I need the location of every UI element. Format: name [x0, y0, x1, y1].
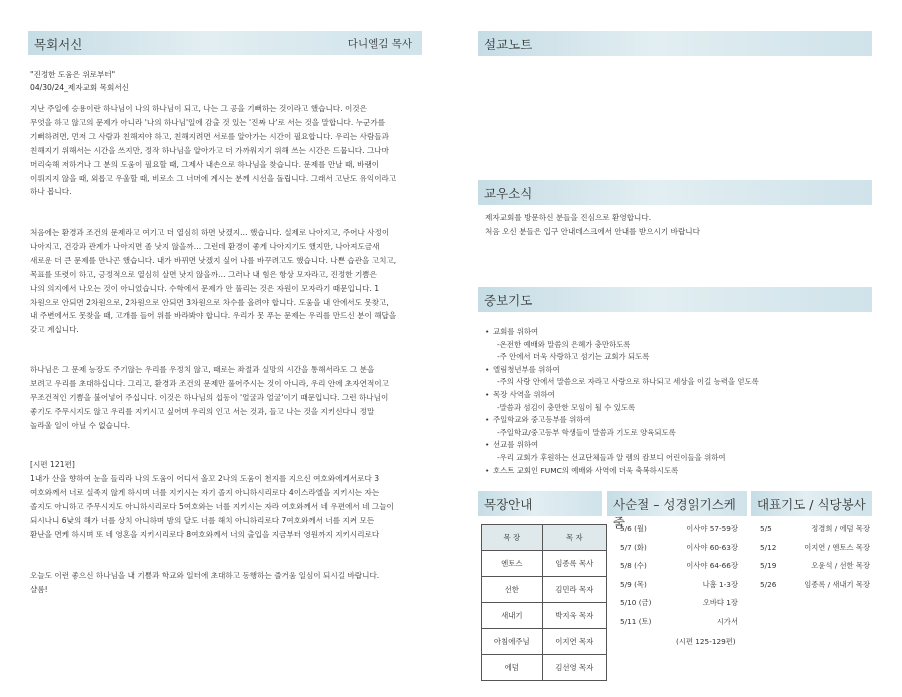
list-item	[620, 524, 738, 543]
leader-name-cell: 이지연 목자	[542, 629, 606, 655]
pastoral-letter-title: 목회서신	[34, 37, 83, 52]
prayer-subitem: -주일학교/중고등부 학생들이 말씀과 기도로 양육되도록	[497, 427, 676, 437]
pastoral-letter-title-bar	[28, 31, 422, 55]
reading-date: 5/8 (수)	[620, 561, 647, 571]
table-row	[482, 577, 607, 603]
letter-paragraph-3: 하나님은 그 문제 능장도 주기않는 우리를 우정치 않고, 때로는 좌절과 실망의 시간을 통해서라도 그 분을 보려고 우리를 초대하십니다. 그리고, 환경과 조건의 문제만 풀어주시는 것이 아니라, 우리 안에 초자연적이고 무조건적인 기쁨을 불어넣어 주십니다. 이것은 하나님의 섭동이 '얼굴과 얼굴'이기 때문입니다. 그런 하나님이 좋기도 주무시지도 않고 우리를 지키시고 싶어며 우리의 인고 서는 것과, 들고 나는 것을 지키신다니 정말 놀라울 일이 아닐 수 없습니다.	[30, 365, 389, 430]
reading-passage: 이사야 60-63장	[686, 542, 738, 552]
list-item	[620, 598, 738, 617]
bible-reading-title: 사순절 – 성경읽기스케줄	[613, 497, 736, 530]
reading-date: 5/10 (금)	[620, 598, 652, 608]
list-item	[620, 580, 738, 599]
letter-quote: "진정한 도움은 위로부터"	[30, 70, 116, 79]
sermon-notes-bar	[478, 31, 872, 56]
prayer-item: • 호스트 교회인 FUMC의 예배와 사역에 더욱 축복하시도록	[485, 465, 875, 478]
prayer-subitem: -주 안에서 더욱 사랑하고 섬기는 교회가 되도록	[497, 352, 650, 362]
list-item	[620, 617, 738, 636]
prayer-bar	[478, 287, 872, 312]
group-column-header: 목 장	[482, 525, 543, 551]
group-name-cell: 에덤	[482, 655, 543, 681]
letter-paragraph-2: 처음에는 환경과 조건의 문제라고 여기고 더 열심히 하면 낫겠지… 했습니다. 실제로 나아지고, 주어나 사정이 나아지고, 건강과 관계가 나아지면 좀 낫지 않을까… 그런데 환경이 좋게 나아지기도 했지만, 나아져도금새 새로운 더 큰 문제를 만나곤 했습니다. 내가 바뀌면 낫겠지 싶어 나를 바꾸려고도 했습니다. 나쁜 습관을 고치고, 목표를 또렷이 하고, 긍정적으로 열심히 살면 낫지 않을까… 그러나 내 힘은 항상 모자라고, 진정한 기쁨은 나의 의지에서 나오는 것이 아니었습니다. 수학에서 문제가 안 풀리는 것은 자원이 모자라기 때문입니다. 1 차원으로 안되면 2차원으로, 2차원으로 안되면 3차원으로 차수를 올려야 합니다. 도움을 내 안에서도 못찾고, 내 주변에서도 못찾을 때, 고개를 들어 위를 바라봐야 합니다. 우리가 못 푸는 문제는 우리를 만드신 분이 해답을 갖고 계십니다.	[30, 228, 397, 335]
reading-passage: 시가서	[716, 616, 738, 626]
church-news-title: 교우소식	[484, 186, 533, 201]
prayer-subitem: -말씀과 섬김이 충만한 모임이 될 수 있도록	[497, 402, 636, 412]
letter-header	[30, 68, 129, 94]
psalm-121: [시편 121편] 1내가 산을 향하여 눈을 들리라 나의 도움이 어디서 올꼬 2나의 도움이 천지를 지으신 여호와에게서로다 3 여호와께서 너로 실족지 않게 하시며 너를 지키시는 자기 졸지 아니하시리로다 4이스라엘을 지키시는 자는 졸지도 아니하고 주무시지도 아니하시리로다 5여호와는 너를 지키시는 자라 여호와께서 네 우편에서 네 그늘이 되시나니 6낮의 해가 너를 상치 아니하며 밤의 달도 너를 해치 아니하리로다 7여호와께서 너를 지켜 모든 환난을 면케 하시며 또 네 영혼을 지키시리로다 8여호와께서 너의 출입을 지금부터 영원까지 지키시리로다	[30, 460, 394, 539]
reading-passage: 오바댜 1장	[702, 598, 738, 608]
representative-prayer-title: 대표기도 / 식당봉사	[757, 497, 866, 512]
list-item	[620, 561, 738, 580]
group-name-cell: 아침에주님	[482, 629, 543, 655]
list-item	[760, 524, 870, 543]
group-guide-bar	[478, 491, 602, 516]
bible-reading-note: (시편 125-129편)	[676, 637, 736, 646]
reading-passage: 이사야 57-59장	[686, 524, 738, 533]
church-news-bar	[478, 180, 872, 205]
group-name-cell: 새내기	[482, 603, 543, 629]
list-item	[760, 561, 870, 580]
list-item	[760, 543, 870, 562]
reading-date: 5/6 (월)	[620, 524, 647, 533]
representative-prayer-bar	[751, 491, 872, 516]
letter-closing: 오늘도 이런 좋으신 하나님을 내 기쁨과 학교와 일터에 초대하고 동행하는 즐거움 일심이 되시길 바랍니다. 샬롬!	[30, 571, 380, 594]
prayer-item: • 교회를 위하여	[485, 326, 875, 339]
group-leader-rows	[482, 551, 607, 681]
prayer-list	[485, 326, 875, 477]
leader-name-cell: 박지욱 목자	[542, 603, 606, 629]
prayer-item: • 주일학교와 중고등부를 위하여	[485, 414, 875, 427]
service-assignment: 정경희 / 에덤 목장	[811, 524, 870, 533]
reading-date: 5/11 (토)	[620, 616, 652, 626]
prayer-item: • 목장 사역을 위하여	[485, 389, 875, 402]
prayer-subitem: -주의 사랑 안에서 말씀으로 자라고 사랑으로 하나되고 세상을 이길 능력을 얻도록	[497, 377, 759, 387]
group-guide-title: 목장안내	[484, 497, 533, 512]
leader-name-cell: 김민라 목자	[542, 577, 606, 603]
leader-column-header: 목 자	[542, 525, 606, 551]
sermon-notes-title: 설교노트	[484, 37, 533, 52]
service-assignment: 오윤석 / 선한 목장	[811, 561, 870, 571]
prayer-subitem: -우리 교회가 후원하는 선교단체들과 알 렘의 캄보디 어린이들을 위하여	[497, 452, 726, 462]
letter-paragraph-1: 지난 주일에 승용이란 하나님이 나의 하나님이 되고, 나는 그 공을 기뻐하는 것이라고 했습니다. 이것은 무엇을 하고 않고의 문제가 아니라 '나의 하나님'일에 감출 것 있는 '진짜 나'로 서는 것을 말합니다. 누군가를 기뻐하려면, 먼저 그 사람과 친해져야 하고, 친해지려면 서로를 알아가는 시간이 필요합니다. 우리는 사람들과 친해지기 위해서는 시간을 쓰지만, 정작 하나님을 알아가고 더 가까워지기 위해 쓰는 시간은 드뭅니다. 그나마 머리숙해 저하거나 그 분의 도움이 필요할 때, 그제사 내손으로 하나님을 찾습니다. 문제를 만날 때, 바램이 이뤄지지 않을 때, 외롭고 우울할 때, 비로소 그 너머에 계시는 분께 시선을 돌립니다. 그래서 고난도 유익이라고 하나 봅니다.	[30, 104, 397, 197]
table-row	[482, 655, 607, 681]
table-row	[482, 603, 607, 629]
service-assignment: 임종록 / 새내기 목장	[804, 579, 870, 589]
pastor-name: 다니엘김 목사	[347, 38, 412, 50]
table-row	[482, 629, 607, 655]
group-name-cell: 엔토스	[482, 551, 543, 577]
prayer-title: 중보기도	[484, 293, 533, 308]
leader-name-cell: 김선영 목자	[542, 655, 606, 681]
service-date: 5/5	[760, 524, 772, 533]
list-item	[760, 580, 870, 599]
prayer-item: • 선교를 위하여	[485, 439, 875, 452]
leader-name-cell: 임종록 목사	[542, 551, 606, 577]
service-date: 5/26	[760, 579, 777, 589]
list-item	[620, 543, 738, 562]
representative-prayer-schedule	[760, 524, 870, 598]
church-news-text: 제자교회를 방문하신 분들을 진심으로 환영합니다. 처음 오신 분들은 입구 안내데스크에서 안내를 받으시기 바랍니다	[485, 213, 700, 236]
group-leader-table	[481, 524, 607, 681]
service-date: 5/19	[760, 561, 777, 571]
prayer-subitem: -온전한 예배와 말씀의 은혜가 충만하도록	[497, 339, 631, 349]
table-row	[482, 551, 607, 577]
reading-passage: 이사야 64-66장	[686, 561, 738, 571]
letter-date: 04/30/24_제자교회 목회서신	[30, 83, 129, 92]
group-name-cell: 선한	[482, 577, 543, 603]
reading-date: 5/7 (화)	[620, 542, 647, 552]
bible-reading-schedule	[620, 524, 738, 636]
service-assignment: 이지연 / 엔토스 목장	[804, 542, 870, 552]
reading-date: 5/9 (목)	[620, 579, 647, 589]
reading-passage: 나훔 1-3장	[702, 579, 738, 589]
prayer-item: • 엘림청년부를 위하여	[485, 364, 875, 377]
service-date: 5/12	[760, 542, 777, 552]
